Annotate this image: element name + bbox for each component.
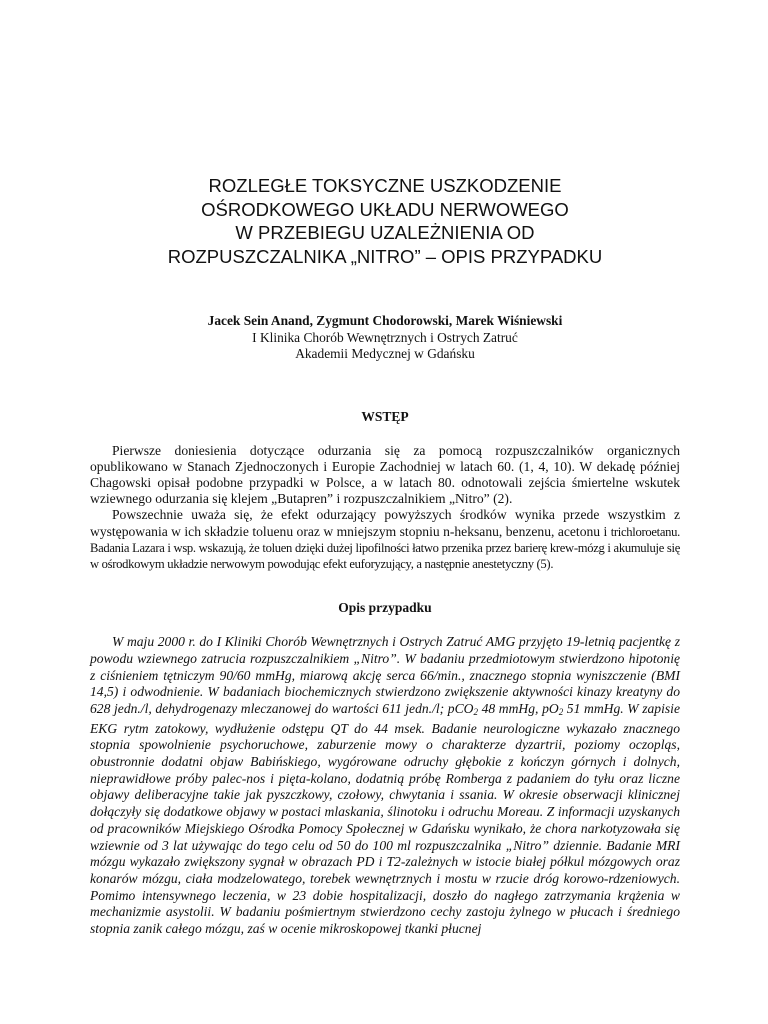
case-text-2: 48 mmHg, pO <box>477 700 559 716</box>
title-line-4: ROZPUSZCZALNIKA „NITRO” – OPIS PRZYPADKU <box>167 245 603 267</box>
affiliation-line-2: Akademii Medycznej w Gdańsku <box>295 346 475 361</box>
subscript-po2: 2 <box>558 706 564 717</box>
title-line-3: W PRZEBIEGU UZALEŻNIENIA OD <box>235 222 535 243</box>
affiliation-line-1: I Klinika Chorób Wewnętrznych i Ostrych Zatruć <box>252 329 518 345</box>
author-block <box>90 313 680 363</box>
intro-paragraph-1 <box>90 443 680 508</box>
subscript-pco2: 2 <box>473 706 478 717</box>
document-page <box>90 0 680 938</box>
case-paragraph <box>90 634 680 938</box>
author-names: Jacek Sein Anand, Zygmunt Chodorowski, Marek Wiśniewski <box>207 313 563 328</box>
paper-title <box>90 174 680 268</box>
section-heading-intro: WSTĘP <box>361 408 409 424</box>
intro-paragraph-1-text: Pierwsze doniesienia dotyczące odurzania się za pomocą rozpuszczalników organicznych opublikowano w Stanach Zjednoczonych i Europie Zachodniej w latach 60. (1, 4, 10). W dekadę później Chagowski opisał podobne przypadki w Polsce, a w latach 80. odnotowali zejścia śmiertelne wskutek wziewnego odurzania się klejem „Butapren” i rozpuszczalnikiem „Nitro” (2). <box>90 442 680 507</box>
case-text-1: W maju 2000 r. do I Kliniki Chorób Wewnętrznych i Ostrych Zatruć AMG przyjęto 19-letnią pacjentkę z powodu wziewnego zatrucia rozpuszczalnikiem „Nitro”. W badaniu przedmiotowym stwierdzono hipotonię z ciśnieniem tętniczym 90/60 mmHg, miarową akcję serca 66/min., znacznego stopnia wyniszczenie (BMI 14,5) i odwodnienie. W badaniach biochemicznych stwierdzono zwiększenie aktywności kinazy kreatyny do 628 jedn./l, dehydrogenazy mleczanowej do wartości 611 jedn./l; pCO <box>90 634 680 716</box>
intro-paragraph-2-text: Powszechnie uważa się, że efekt odurzający powyższych środków wynika przede wszystkim z występowania w ich składzie toluenu oraz w mniejszym stopniu n-heksanu, benzenu, acetonu i <box>90 507 680 539</box>
intro-paragraph-2 <box>90 507 680 572</box>
title-line-1: ROZLEGŁE TOKSYCZNE USZKODZENIE <box>208 175 562 196</box>
title-line-2: OŚRODKOWEGO UKŁADU NERWOWEGO <box>201 198 569 220</box>
case-text-3: 51 mmHg. W zapisie EKG rytm zatokowy, wydłużenie odstępu QT do 44 msek. Badanie neurologiczne wykazało znacznego stopnia spowolnienie psychoruchowe, zaburzenie mowy o charakterze dyzartrii, poziomy oczopląs, obustronnie dodatni objaw Babińskiego, wygórowane odruchy głębokie z kończyn górnych i dolnych, nieprawidłowe próby palec-nos i pięta-kolano, dodatnią próbę Romberga z padaniem do tyłu oraz liczne objawy deliberacyjne takie jak pyszczkowy, czołowy, chwytania i ssania. W okresie obserwacji klinicznej dołączyły się dodatkowe objawy w postaci mlaskania, ślinotoku i odruchu Moreau. Z informacji uzyskanych od pracowników Miejskiego Ośrodka Pomocy Społecznej w Gdańsku wynikało, że chora narkotyzowała się wziewnie od 3 lat używając do tego celu od 50 do 100 ml rozpuszczalnika „Nitro” dziennie. Badanie MRI mózgu wykazało zwiększony sygnał w obrazach PD i T2-zależnych w istocie białej półkul mózgowych oraz konarów mózgu, ciała modzelowatego, torebek wewnętrznych i mostu w rzucie dróg korowo-rdzeniowych. Pomimo intensywnego leczenia, w 23 dobie hospitalizacji, doszło do nagłego zatrzymania krążenia w mechanizmie asystolii. W badaniu pośmiertnym stwierdzono cechy zastoju żylnego w płucach i średniego stopnia zanik całego mózgu, zaś w ocenie mikroskopowej tkanki płucnej <box>90 700 680 937</box>
section-heading-case: Opis przypadku <box>338 600 432 616</box>
intro-paragraph-2-tight-text: trichloroetanu. Badania Lazara i wsp. wskazują, że toluen dzięki dużej lipofilności łatwo przenika przez barierę krew-mózg i akumuluje się w ośrodkowym układzie nerwowym powodując efekt euforyzujący, a następnie anestetyczny (5). <box>90 524 680 571</box>
